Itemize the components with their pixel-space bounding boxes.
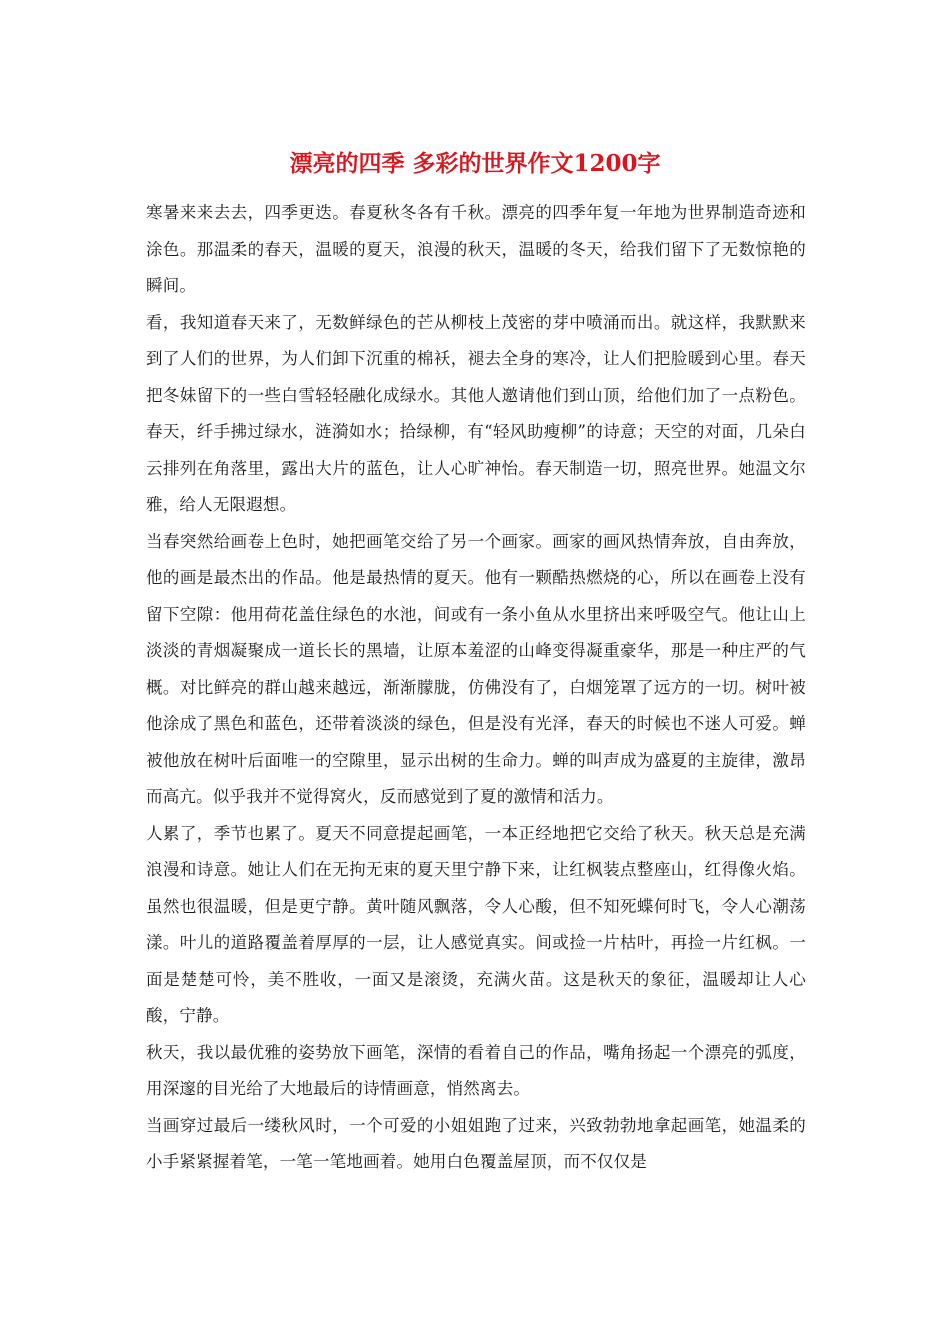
paragraph-winter: 当画穿过最后一缕秋风时，一个可爱的小姐姐跑了过来，兴致勃勃地拿起画笔，她温柔的小手紧紧握着笔，一笔一笔地画着。她用白色覆盖屋顶，而不仅仅是 [146,1115,806,1171]
paragraph-intro: 寒暑来来去去，四季更迭。春夏秋冬各有千秋。漂亮的四季年复一年地为世界制造奇迹和涂色。那温柔的春天，温暖的夏天，浪漫的秋天，温暖的冬天，给我们留下了无数惊艳的瞬间。 [146,203,806,295]
document-title: 漂亮的四季 多彩的世界作文1200字 [289,150,661,177]
document-body [146,195,806,1181]
paragraph-autumn: 人累了，季节也累了。夏天不同意提起画笔，一本正经地把它交给了秋天。秋天总是充满浪漫和诗意。她让人们在无拘无束的夏天里宁静下来，让红枫装点整座山，红得像火焰。虽然也很温暖，但是更宁静。黄叶随风飘落，令人心酸，但不知死蝶何时飞，令人心潮荡漾。叶儿的道路覆盖着厚厚的一层，让人感觉真实。间或捡一片枯叶，再捡一片红枫。一面是楚楚可怜，美不胜收，一面又是滚烫，充满火苗。这是秋天的象征，温暖却让人心酸，宁静。 [146,823,806,1025]
paragraph-autumn-farewell: 秋天，我以最优雅的姿势放下画笔，深情的看着自己的作品，嘴角扬起一个漂亮的弧度，用深邃的目光给了大地最后的诗情画意，悄然离去。 [146,1042,806,1098]
paragraph-summer: 当春突然给画卷上色时，她把画笔交给了另一个画家。画家的画风热情奔放，自由奔放，他的画是最杰出的作品。他是最热情的夏天。他有一颗酷热燃烧的心，所以在画卷上没有留下空隙：他用荷花盖住绿色的水池，间或有一条小鱼从水里挤出来呼吸空气。他让山上淡淡的青烟凝聚成一道长长的黑墙，让原本羞涩的山峰变得凝重豪华，那是一种庄严的气概。对比鲜亮的群山越来越远，渐渐朦胧，仿佛没有了，白烟笼罩了远方的一切。树叶被他涂成了黑色和蓝色，还带着淡淡的绿色，但是没有光泽，春天的时候也不迷人可爱。蝉被他放在树叶后面唯一的空隙里，显示出树的生命力。蝉的叫声成为盛夏的主旋律，激昂而高亢。似乎我并不觉得窝火，反而感觉到了夏的激情和活力。 [146,531,806,806]
paragraph-spring: 看，我知道春天来了，无数鲜绿色的芒从柳枝上茂密的芽中喷涌而出。就这样，我默默来到了人们的世界，为人们卸下沉重的棉袄，褪去全身的寒冷，让人们把脸暖到心里。春天把冬妹留下的一些白雪轻轻融化成绿水。其他人邀请他们到山顶，给他们加了一点粉色。春天，纤手拂过绿水，涟漪如水；拾绿柳，有“轻风助瘦柳”的诗意；天空的对面，几朵白云排列在角落里，露出大片的蓝色，让人心旷神怡。春天制造一切，照亮世界。她温文尔雅，给人无限遐想。 [146,312,806,514]
